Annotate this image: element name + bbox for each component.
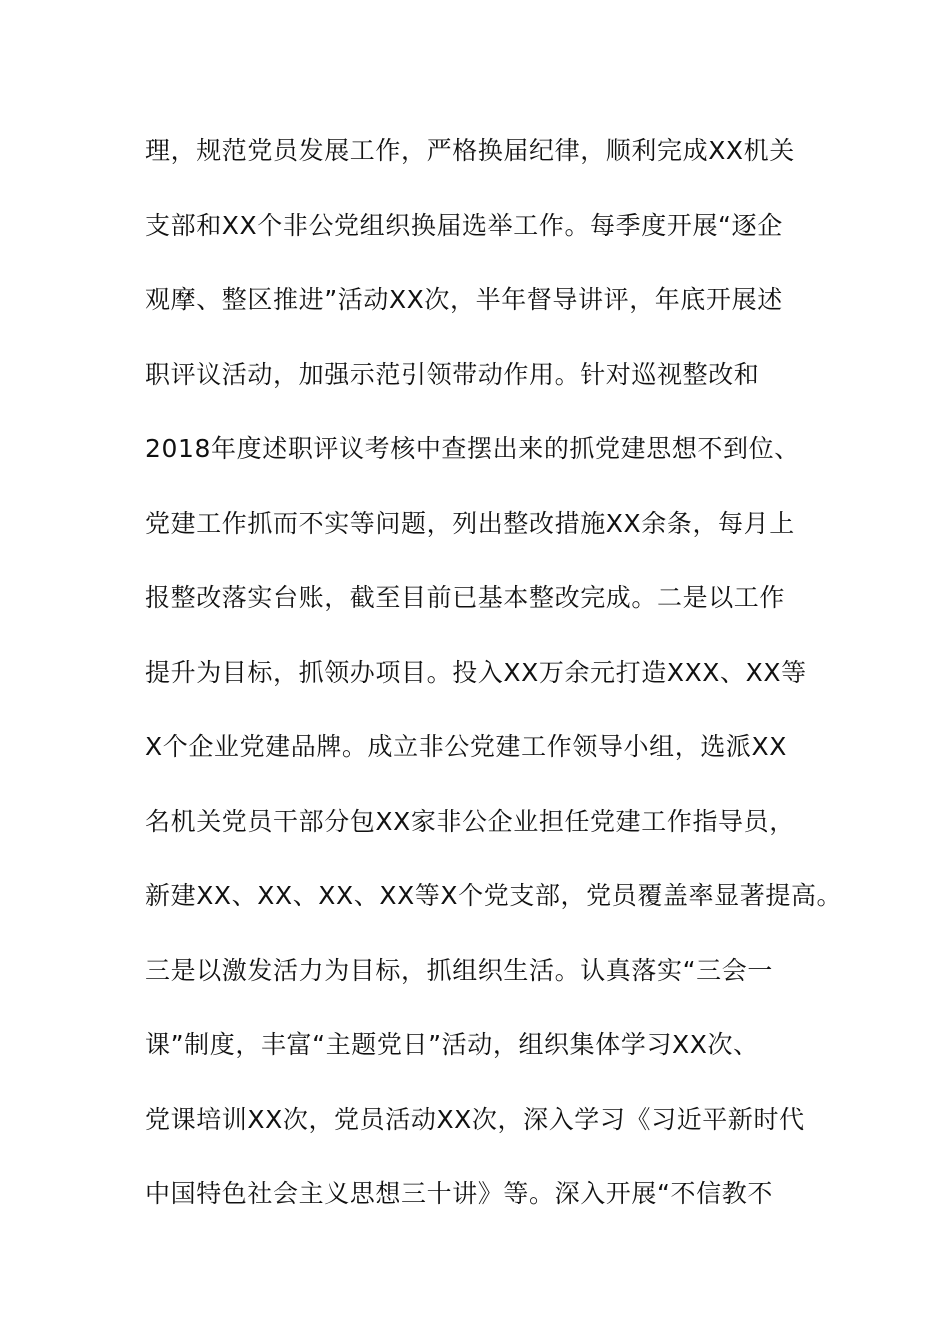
- text-line: 报整改落实台账，截至目前已基本整改完成。二是以工作: [145, 583, 786, 612]
- text-line: 观摩、整区推进”活动XX次，半年督导讲评，年底开展述: [145, 285, 783, 314]
- text-line: X个企业党建品牌。成立非公党建工作领导小组，选派XX: [145, 732, 787, 761]
- text-line: 课”制度，丰富“主题党日”活动，组织集体学习XX次、: [145, 1030, 759, 1059]
- text-line: 党课培训XX次，党员活动XX次，深入学习《习近平新时代: [145, 1104, 805, 1134]
- text-line: 2018年度述职评议考核中查摆出来的抓党建思想不到位、: [145, 434, 800, 463]
- text-line: 理，规范党员发展工作，严格换届纪律，顺利完成XX机关: [145, 136, 795, 165]
- text-line: 名机关党员干部分包XX家非公企业担任党建工作指导员，: [145, 806, 795, 836]
- text-line: 三是以激发活力为目标，抓组织生活。认真落实“三会一: [145, 955, 773, 985]
- text-line: 党建工作抓而不实等问题，列出整改措施XX余条，每月上: [145, 508, 795, 538]
- text-line: 支部和XX个非公党组织换届选举工作。每季度开展“逐企: [145, 210, 783, 240]
- text-line: 新建XX、XX、XX、XX等X个党支部，党员覆盖率显著提高。: [145, 881, 843, 910]
- text-line: 提升为目标，抓领办项目。投入XX万余元打造XXX、XX等: [145, 657, 807, 687]
- text-line: 职评议活动，加强示范引领带动作用。针对巡视整改和: [145, 359, 760, 389]
- text-line: 中国特色社会主义思想三十讲》等。深入开展“不信教不: [145, 1179, 773, 1208]
- body-text: [145, 127, 843, 1245]
